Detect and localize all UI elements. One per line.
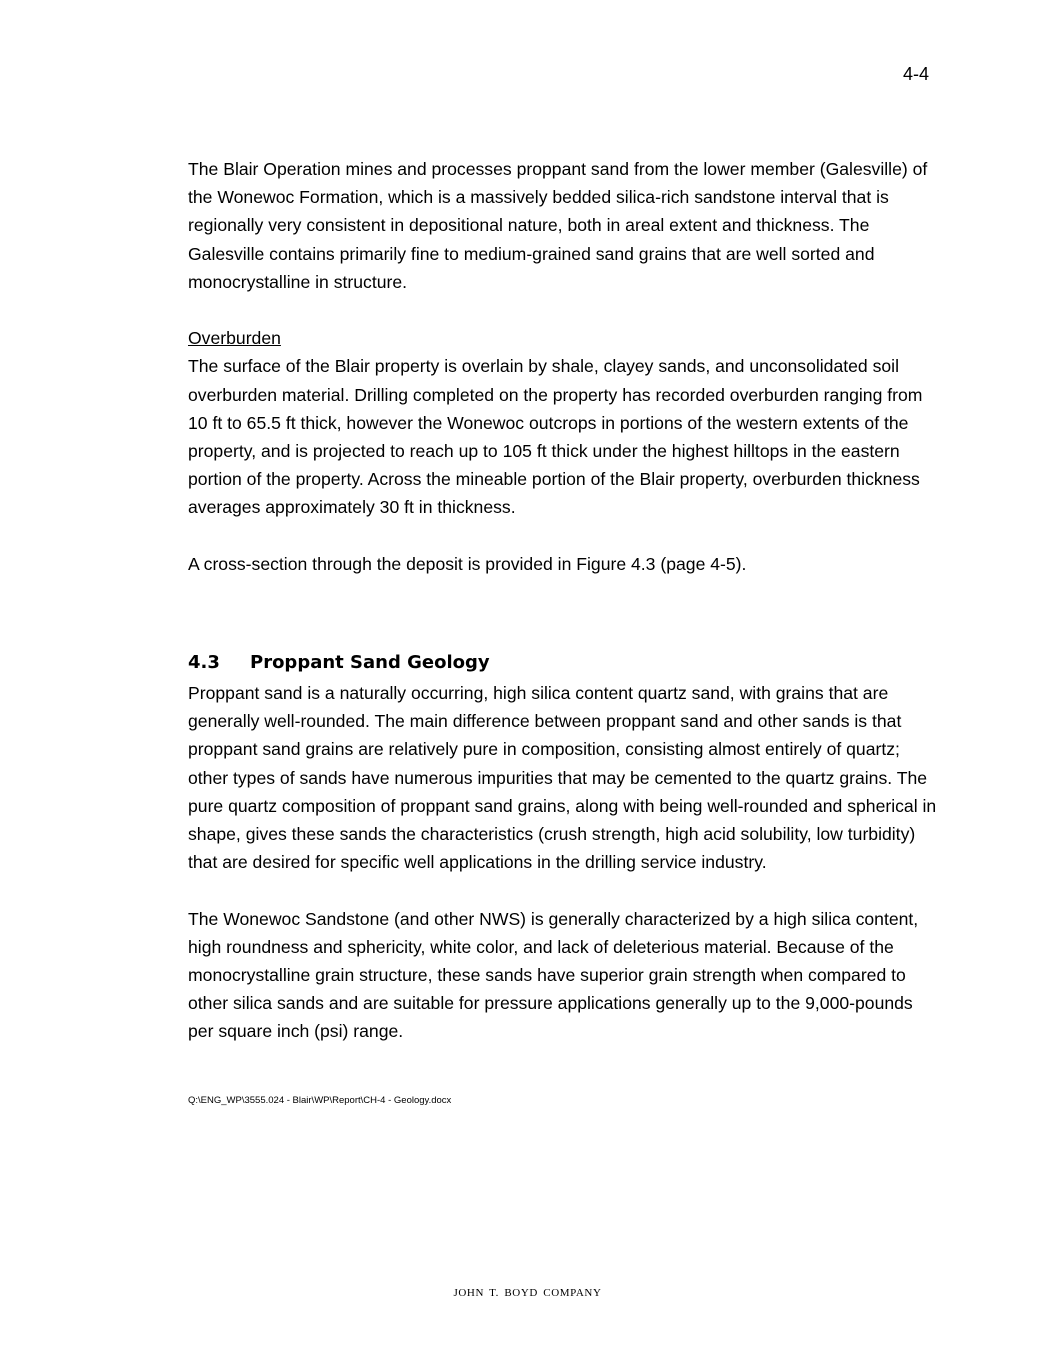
page-number: 4-4 <box>902 64 929 84</box>
overburden-subheading: Overburden <box>188 328 281 349</box>
section-heading <box>188 650 938 676</box>
section-title: Proppant Sand Geology <box>250 652 490 674</box>
proppant-paragraph-2: The Wonewoc Sandstone (and other NWS) is generally characterized by a high silica content, high roundness and sphericity, white color, and lack of deleterious material. Because of the monocrystalline grain structure, these sands have superior grain strength when compared to other silica sands and are suitable for pressure applications generally up to the 9,000-pounds per square inch (psi) range. <box>188 908 919 1042</box>
footer-company: JOHN T. BOYD COMPANY <box>453 1287 602 1299</box>
proppant-paragraph-1: Proppant sand is a naturally occurring, high silica content quartz sand, with grains that are generally well-rounded. The main difference between proppant sand and other sands is that proppant sand grains are relatively pure in composition, consisting almost entirely of quartz; other types of sands have numerous impurities that may be cemented to the quartz grains. The pure quartz composition of proppant sand grains, along with being well-rounded and spherical in shape, gives these sands the characteristics (crush strength, high acid solubility, low turbidity) that are desired for specific well applications in the drilling service industry. <box>188 683 937 873</box>
file-path: Q:\ENG_WP\3555.024 - Blair\WP\Report\CH-4 - Geology.docx <box>188 1095 452 1106</box>
intro-paragraph: The Blair Operation mines and processes proppant sand from the lower member (Galesville) of the Wonewoc Formation, which is a massively bedded silica-rich sandstone interval that is regionally very consistent in depositional nature, both in areal extent and thickness. The Galesville contains primarily fine to medium-grained sand grains that are well sorted and monocrystalline in structure. <box>188 159 928 292</box>
overburden-block <box>188 324 938 521</box>
section-number: 4.3 <box>188 652 220 674</box>
cross-section-paragraph: A cross-section through the deposit is provided in Figure 4.3 (page 4-5). <box>188 553 747 574</box>
overburden-paragraph: The surface of the Blair property is overlain by shale, clayey sands, and unconsolidated soil overburden material. Drilling completed on the property has recorded overburden ranging from 10 ft to 65.5 ft thick, however the Wonewoc outcrops in portions of the western extents of the property, and is projected to reach up to 105 ft thick under the highest hilltops in the eastern portion of the property. Across the mineable portion of the Blair property, overburden thickness averages approximately 30 ft in thickness. <box>188 356 923 518</box>
document-body <box>188 155 938 1046</box>
